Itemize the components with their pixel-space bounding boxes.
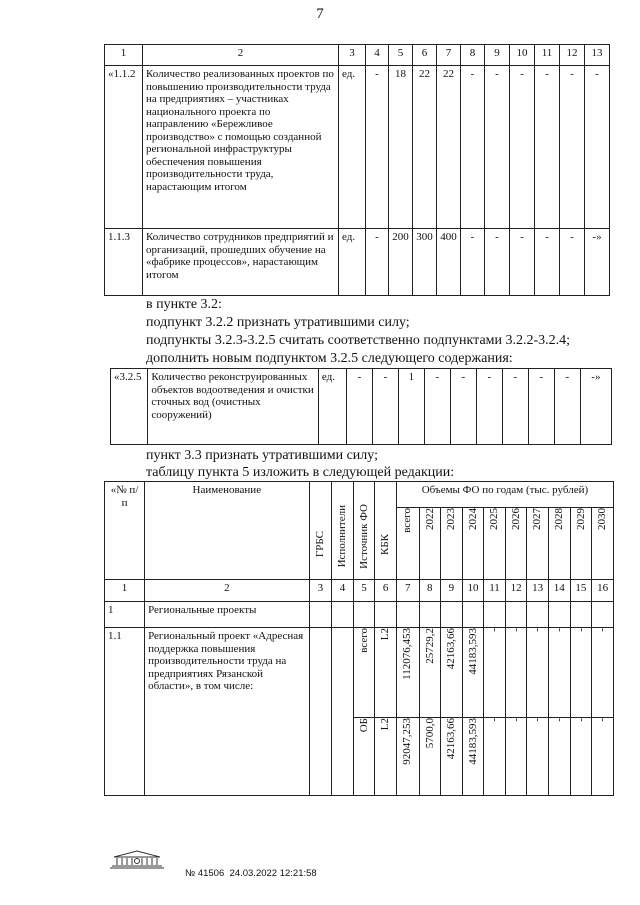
value-cell: - <box>527 718 549 796</box>
header-volumes: Объемы ФО по годам (тыс. рублей) <box>396 482 613 508</box>
table-header-row <box>105 482 614 508</box>
col-number: 15 <box>570 580 592 602</box>
header-number: «№ п/п <box>105 482 145 580</box>
value-cell: - <box>505 628 527 718</box>
value-cell: - <box>548 718 570 796</box>
col-number: 4 <box>332 580 354 602</box>
row-unit: ед. <box>318 369 346 445</box>
col-number: 9 <box>441 580 463 602</box>
table-header-row <box>105 45 610 66</box>
paragraph: дополнить новым подпунктом 3.2.5 следующего содержания: <box>146 351 513 366</box>
document-stamp <box>185 868 317 879</box>
col-number: 8 <box>419 580 441 602</box>
value-cell: 92047,253 <box>396 718 419 796</box>
cell: - <box>346 369 372 445</box>
col-number: 7 <box>396 580 419 602</box>
row-number: 1.1.3 <box>105 229 143 296</box>
cell: - <box>366 66 389 229</box>
header-name: Наименование <box>145 482 309 580</box>
value-cell: 44183,593 <box>462 718 484 796</box>
header-cell: 3 <box>339 45 366 66</box>
value-cell: 44183,593 <box>462 628 484 718</box>
value-cell: - <box>570 628 592 718</box>
cell: - <box>476 369 502 445</box>
header-cell: 7 <box>437 45 461 66</box>
header-cell: 2 <box>143 45 339 66</box>
header-cell: 8 <box>461 45 485 66</box>
indicators-table-1 <box>104 44 610 296</box>
header-cell: 9 <box>485 45 510 66</box>
year-header: 2022 <box>419 508 441 580</box>
value-cell: - <box>570 718 592 796</box>
kbk-cell: L2 <box>375 628 397 718</box>
indicators-table-2 <box>110 368 612 445</box>
cell: 300 <box>413 229 437 296</box>
col-number: 13 <box>527 580 549 602</box>
value-cell: 42163,66 <box>441 718 463 796</box>
row-unit: ед. <box>339 229 366 296</box>
col-number: 6 <box>375 580 397 602</box>
cell: 18 <box>389 66 413 229</box>
cell: - <box>528 369 554 445</box>
cell: - <box>461 66 485 229</box>
header-executors: Исполнители <box>332 482 354 580</box>
col-number: 10 <box>462 580 484 602</box>
col-number: 16 <box>592 580 614 602</box>
value-cell: 25729,2 <box>419 628 441 718</box>
value-cell: 112076,453 <box>396 628 419 718</box>
cell: - <box>502 369 528 445</box>
row-name: Региональные проекты <box>145 602 309 628</box>
cell: - <box>535 229 560 296</box>
year-header: 2030 <box>592 508 614 580</box>
header-kbk: КБК <box>375 482 397 580</box>
header-source: Источник ФО <box>353 482 375 580</box>
cell: - <box>510 66 535 229</box>
header-grbs: ГРБС <box>309 482 332 580</box>
row-number: «3.2.5 <box>111 369 148 445</box>
table-row <box>105 602 614 628</box>
cell: - <box>510 229 535 296</box>
cell: 1 <box>398 369 424 445</box>
header-cell: 10 <box>510 45 535 66</box>
year-header: всего <box>396 508 419 580</box>
year-header: 2025 <box>484 508 506 580</box>
table-row <box>105 229 610 296</box>
cell: - <box>485 229 510 296</box>
header-cell: 4 <box>366 45 389 66</box>
header-cell: 5 <box>389 45 413 66</box>
table-row <box>105 66 610 229</box>
column-number-row <box>105 580 614 602</box>
value-cell: - <box>592 628 614 718</box>
col-number: 14 <box>548 580 570 602</box>
cell: 22 <box>413 66 437 229</box>
kbk-cell: L2 <box>375 718 397 796</box>
value-cell: 42163,66 <box>441 628 463 718</box>
source-cell: всего <box>353 628 375 718</box>
cell: 200 <box>389 229 413 296</box>
table-row <box>111 369 612 445</box>
value-cell: - <box>484 718 506 796</box>
header-cell: 11 <box>535 45 560 66</box>
cell: - <box>554 369 580 445</box>
financing-table <box>104 481 614 796</box>
col-number: 5 <box>353 580 375 602</box>
col-number: 1 <box>105 580 145 602</box>
row-number: «1.1.2 <box>105 66 143 229</box>
year-header: 2029 <box>570 508 592 580</box>
header-cell: 12 <box>560 45 585 66</box>
cell: - <box>450 369 476 445</box>
row-name: Количество реализованных проектов по повышению производительности труда на предприятиях – участниках национального проекта по направлению «Бережливое производство» с помощью созданной региональной инфраструктуры обеспечения повышения производительности труда, нарастающим итогом <box>143 66 339 229</box>
doc-number: № 41506 <box>185 868 225 879</box>
cell: -» <box>580 369 611 445</box>
cell: - <box>485 66 510 229</box>
year-header: 2023 <box>441 508 463 580</box>
paragraph: подпункт 3.2.2 признать утратившими силу; <box>146 315 410 330</box>
source-cell: ОБ <box>353 718 375 796</box>
header-cell: 1 <box>105 45 143 66</box>
header-cell: 6 <box>413 45 437 66</box>
year-header: 2028 <box>548 508 570 580</box>
paragraph: в пункте 3.2: <box>146 297 222 312</box>
row-name: Количество сотрудников предприятий и организаций, прошедших обучение на «фабрике процессов», нарастающим итогом <box>143 229 339 296</box>
col-number: 2 <box>145 580 309 602</box>
row-name: Региональный проект «Адресная поддержка повышения производительности труда на предприятиях Рязанской области», в том числе: <box>145 628 309 796</box>
doc-datetime: 24.03.2022 12:21:58 <box>229 868 317 879</box>
value-cell: - <box>527 628 549 718</box>
table-row <box>105 628 614 718</box>
cell: 22 <box>437 66 461 229</box>
cell: 400 <box>437 229 461 296</box>
col-number: 11 <box>484 580 506 602</box>
cell: - <box>372 369 398 445</box>
paragraph: подпункты 3.2.3-3.2.5 считать соответственно подпунктами 3.2.2-3.2.4; <box>146 333 571 348</box>
col-number: 12 <box>505 580 527 602</box>
value-cell: - <box>484 628 506 718</box>
cell: - <box>560 229 585 296</box>
row-number: 1 <box>105 602 145 628</box>
cell: - <box>560 66 585 229</box>
paragraph: пункт 3.3 признать утратившими силу; <box>146 448 378 463</box>
header-cell: 13 <box>585 45 610 66</box>
value-cell: 5700,0 <box>419 718 441 796</box>
cell: - <box>424 369 450 445</box>
value-cell: - <box>592 718 614 796</box>
cell: -» <box>585 229 610 296</box>
cell: - <box>535 66 560 229</box>
row-unit: ед. <box>339 66 366 229</box>
cell: - <box>461 229 485 296</box>
year-header: 2026 <box>505 508 527 580</box>
cell: - <box>366 229 389 296</box>
year-header: 2027 <box>527 508 549 580</box>
col-number: 3 <box>309 580 332 602</box>
row-number: 1.1 <box>105 628 145 796</box>
paragraph: таблицу пункта 5 изложить в следующей редакции: <box>146 465 455 480</box>
cell: - <box>585 66 610 229</box>
value-cell: - <box>505 718 527 796</box>
year-header: 2024 <box>462 508 484 580</box>
government-building-icon <box>108 848 166 870</box>
value-cell: - <box>548 628 570 718</box>
row-name: Количество реконструированных объектов водоотведения и очистки сточных вод (очистных сооружений) <box>148 369 318 445</box>
page-number: 7 <box>316 6 324 22</box>
